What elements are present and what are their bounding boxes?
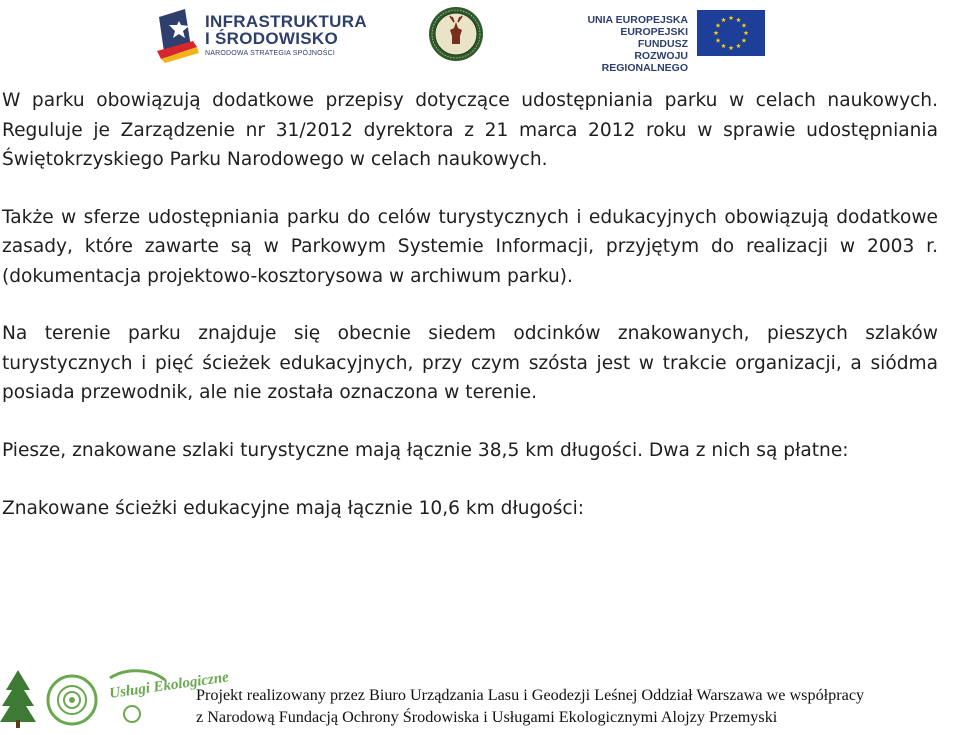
footer-credits [196,684,959,728]
eu-line1: UNIA EUROPEJSKA [587,14,688,26]
paragraph-tourism-rules: Także w sferze udostępniania parku do celów turystycznych i edukacyjnych obowiązują dodatkowe zasady, które zawarte są w Parkowym Systemie Informacji, przyjętym do realizacji w 2003 r. (dokumentacja projektowo-kosztorysowa w archiwum parku). [2,206,938,287]
infrastruktura-mark-icon [155,7,199,63]
infrastruktura-line1: INFRASTRUKTURA [205,12,367,31]
paragraph-paths-length: Znakowane ścieżki edukacyjne mają łącznie 10,6 km długości: [2,498,585,519]
deer-emblem-icon [428,6,484,62]
footer-logos [0,664,230,730]
paragraph-trails-length: Piesze, znakowane szlaki turystyczne mają łącznie 38,5 km długości. Dwa z nich są płatne: [2,439,849,461]
paragraph-science-access: W parku obowiązują dodatkowe przepisy dotyczące udostępniania parku w celach naukowych. Reguluje je Zarządzenie nr 31/2012 dyrektora z 21 marca 2012 roku w sprawie udostępniania Świętokrzyskiego Parku Narodowego w celach naukowych. [2,90,938,170]
tree-logo-icon [0,670,36,728]
svg-text:Usługi Ekologiczne: Usługi Ekologiczne [108,669,230,702]
eu-line2: EUROPEJSKI FUNDUSZ [620,26,688,50]
paragraph-trails: Na terenie parku znajduje się obecnie siedem odcinków znakowanych, pieszych szlaków turystycznych i pięć ścieżek edukacyjnych, przy czym szósta jest w trakcie organizacji, a siódma posiada przewodnik, ale nie została oznaczona w terenie. [2,323,938,403]
footer-line2: z Narodową Fundacją Ochrony Środowiska i Usługami Ekologicznymi Alojzy Przemyski [196,708,778,726]
main-content [2,86,938,524]
infrastruktura-text [205,13,367,57]
footer-line1: Projekt realizowany przez Biuro Urządzania Lasu i Geodezji Leśnej Oddział Warszawa we współpracy [196,686,865,704]
infrastruktura-logo [155,3,367,65]
infrastruktura-line3: NARODOWA STRATEGIA SPÓJNOŚCI [205,50,336,57]
eu-text [570,14,688,74]
eu-line3: ROZWOJU REGIONALNEGO [601,50,688,74]
footer-logos-graphic [0,664,230,730]
eu-flag-icon [697,10,765,56]
header-logos [0,0,959,74]
eu-logo [570,8,770,74]
infrastruktura-line2: I ŚRODOWISKO [205,29,338,48]
foundation-seal-icon [48,676,96,724]
